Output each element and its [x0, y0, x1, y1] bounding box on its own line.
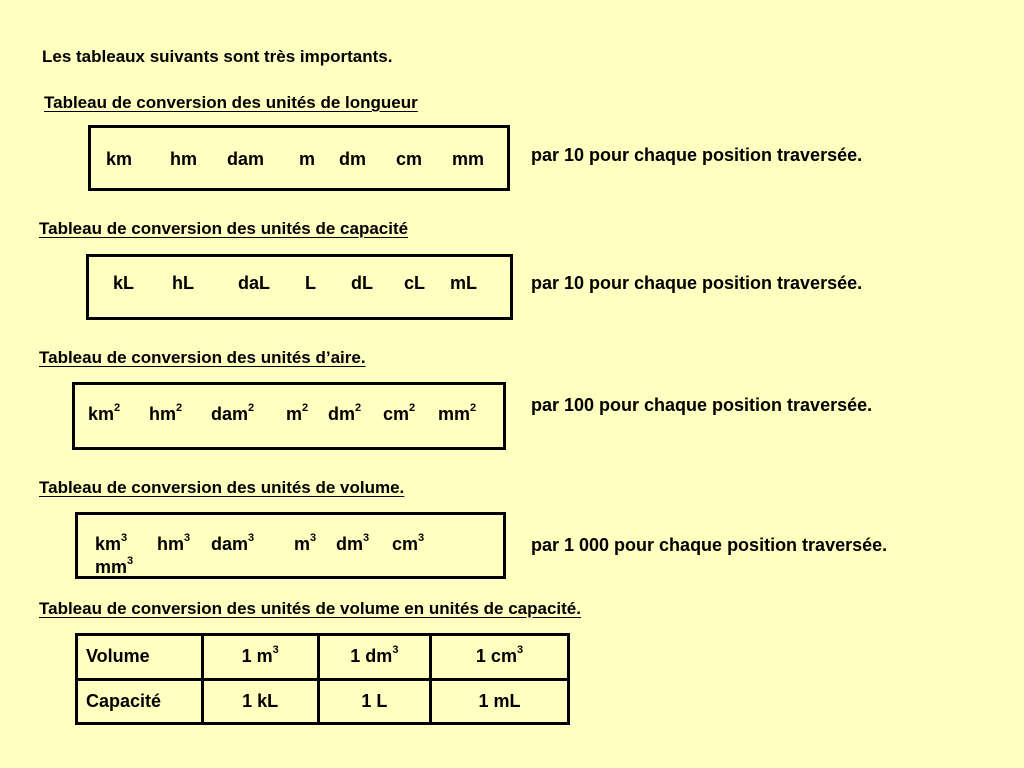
row-label-volume: Volume	[77, 635, 203, 680]
unit-cm2: $cm^2$	[383, 402, 416, 424]
unit-mm3: $mm^3$	[95, 555, 134, 577]
heading-aire: Tableau de conversion des unités d’aire.	[39, 348, 366, 367]
unit-km2: $km^2$	[88, 402, 121, 424]
conversion-table	[75, 633, 570, 725]
intro-text: Les tableaux suivants sont très importants.	[42, 47, 393, 66]
unit-dam: dam	[227, 149, 265, 169]
cell-1ml: 1 mL	[431, 679, 569, 724]
heading-capacite: Tableau de conversion des unités de capacité	[39, 219, 409, 238]
row-label-capacite: Capacité	[77, 679, 203, 724]
note-capacite: par 10 pour chaque position traversée.	[531, 273, 863, 293]
cell-1kl: 1 kL	[202, 679, 318, 724]
unit-kl: kL	[113, 273, 135, 293]
cell-1m3: 1 $m^3$	[202, 635, 318, 680]
note-longueur: par 10 pour chaque position traversée.	[531, 145, 863, 165]
unit-ml: mL	[450, 273, 477, 293]
unit-m2: $m^2$	[286, 402, 309, 424]
note-volume: par 1 000 pour chaque position traversée.	[531, 535, 888, 555]
unit-dm3: $dm^3$	[336, 532, 370, 554]
note-aire: par 100 pour chaque position traversée.	[531, 395, 873, 415]
unit-hl: hL	[172, 273, 194, 293]
unit-hm: hm	[170, 149, 197, 169]
cell-1cm3: 1 $cm^3$	[431, 635, 569, 680]
heading-longueur: Tableau de conversion des unités de longueur	[44, 93, 418, 112]
unit-km3: $km^3$	[95, 532, 128, 554]
unit-dm: dm	[339, 149, 366, 169]
unit-dl: dL	[351, 273, 373, 293]
unit-hm3: $hm^3$	[157, 532, 191, 554]
unit-km: km	[106, 149, 133, 169]
unit-m: m	[299, 149, 316, 169]
unit-cm: cm	[396, 149, 423, 169]
table-row	[77, 679, 569, 724]
heading-volume-capacite: Tableau de conversion des unités de volume en unités de capacité.	[39, 599, 581, 618]
cell-1dm3: 1 $dm^3$	[318, 635, 430, 680]
unit-mm2: $mm^2$	[438, 402, 477, 424]
unit-cm3: $cm^3$	[392, 532, 425, 554]
heading-volume: Tableau de conversion des unités de volume.	[39, 478, 405, 497]
cell-1l: 1 L	[318, 679, 430, 724]
unit-dam2: dam$^2$	[211, 402, 255, 424]
table-row	[77, 635, 569, 680]
units-box-capacite	[86, 254, 513, 320]
unit-l: L	[305, 273, 316, 293]
unit-hm2: $hm^2$	[149, 402, 183, 424]
units-box-volume	[75, 512, 506, 579]
unit-dal: daL	[238, 273, 271, 293]
unit-m3: $m^3$	[294, 532, 317, 554]
unit-mm: mm	[452, 149, 485, 169]
unit-dam3: dam$^3$	[211, 532, 255, 554]
unit-cl: cL	[404, 273, 426, 293]
unit-dm2: $dm^2$	[328, 402, 362, 424]
